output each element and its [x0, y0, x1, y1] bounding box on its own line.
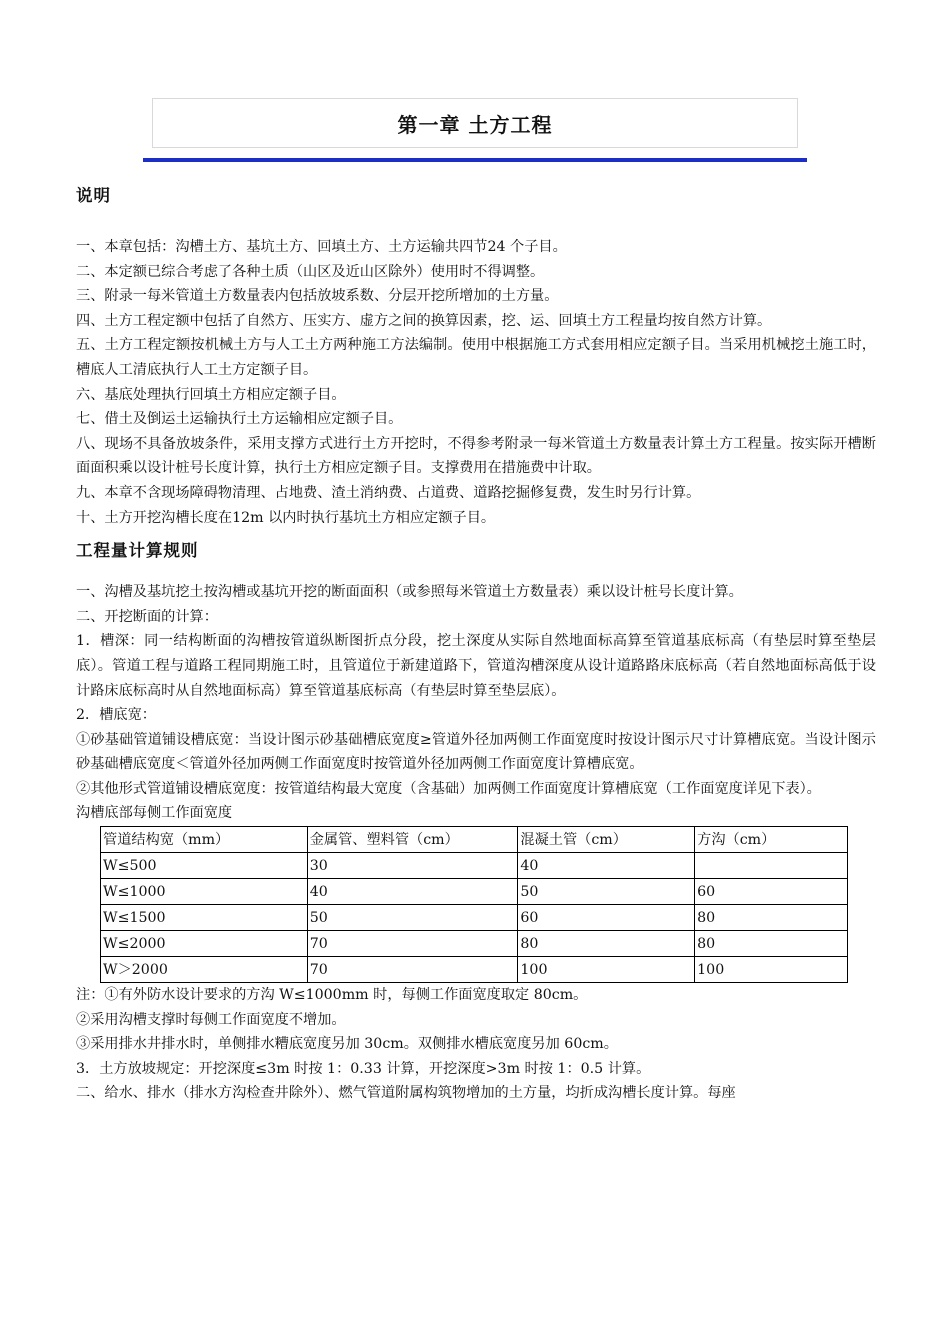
table-cell: 50	[307, 905, 518, 931]
section-heading-description: 说明	[76, 186, 111, 205]
section-heading-calc-rules: 工程量计算规则	[76, 541, 199, 561]
table-cell: 100	[518, 957, 695, 983]
note-paragraph: ②采用沟槽支撑时每侧工作面宽度不增加。	[76, 1011, 346, 1028]
paragraph: 六、基底处理执行回填土方相应定额子目。	[76, 386, 346, 403]
table-cell: W≤2000	[101, 931, 308, 957]
table-row	[101, 905, 848, 931]
paragraph: 3．土方放坡规定：开挖深度≤3m 时按 1：0.33 计算，开挖深度>3m 时按 1：0.5 计算。	[76, 1060, 651, 1077]
chapter-title: 第一章 土方工程	[397, 112, 553, 137]
table-caption: 沟槽底部每侧工作面宽度	[76, 805, 233, 822]
table-cell: 100	[695, 957, 848, 983]
table-cell: 80	[695, 931, 848, 957]
paragraph: 五、土方工程定额按机械土方与人工土方两种施工方法编制。使用中根据施工方式套用相应定额子目。当采用机械挖土施工时，槽底人工清底执行人工土方定额子目。	[76, 337, 876, 378]
table-cell: W≤1500	[101, 905, 308, 931]
paragraph: 九、本章不含现场障碍物清理、占地费、渣土消纳费、占道费、道路挖掘修复费，发生时另行计算。	[76, 484, 701, 501]
chapter-title-box	[152, 98, 798, 148]
paragraph: 2．槽底宽：	[76, 707, 156, 724]
paragraph: 二、开挖断面的计算：	[76, 608, 218, 625]
table-cell	[695, 853, 848, 879]
table-cell: 70	[307, 931, 518, 957]
table-row	[101, 957, 848, 983]
table-cell: 30	[307, 853, 518, 879]
document-body	[76, 183, 876, 1106]
table-cell: 40	[518, 853, 695, 879]
table-cell: 80	[518, 931, 695, 957]
paragraph: 八、现场不具备放坡条件，采用支撑方式进行土方开挖时，不得参考附录一每米管道土方数量表计算土方工程量。按实际开槽断面面积乘以设计桩号长度计算，执行土方相应定额子目。支撑费用在措施费中计取。	[76, 435, 876, 477]
paragraph: 十、土方开挖沟槽长度在12m 以内时执行基坑土方相应定额子目。	[76, 509, 496, 526]
paragraph: 二、本定额已综合考虑了各种土质（山区及近山区除外）使用时不得调整。	[76, 263, 545, 280]
table-header-cell: 方沟（cm）	[695, 827, 848, 853]
work-width-table	[100, 826, 848, 983]
paragraph: 三、附录一每米管道土方数量表内包括放坡系数、分层开挖所增加的土方量。	[76, 288, 559, 305]
table-row	[101, 879, 848, 905]
table-header-cell: 管道结构宽（mm）	[101, 827, 308, 853]
table-cell: 50	[518, 879, 695, 905]
paragraph: ②其他形式管道铺设槽底宽度：按管道结构最大宽度（含基础）加两侧工作面宽度计算槽底宽（工作面宽度详见下表）。	[76, 780, 821, 797]
table-header-row	[101, 827, 848, 853]
table-header-cell: 混凝土管（cm）	[518, 827, 695, 853]
table-cell: 60	[695, 879, 848, 905]
note-paragraph: ③采用排水井排水时，单侧排水糟底宽度另加 30cm。双侧排水槽底宽度另加 60cm。	[76, 1036, 618, 1053]
title-underline	[143, 158, 807, 162]
paragraph: 一、沟槽及基坑挖土按沟槽或基坑开挖的断面面积（或参照每米管道土方数量表）乘以设计桩号长度计算。	[76, 584, 743, 601]
table-row	[101, 853, 848, 879]
table-cell: W＞2000	[101, 957, 308, 983]
paragraph: 七、借土及倒运土运输执行土方运输相应定额子目。	[76, 411, 403, 428]
table-cell: 40	[307, 879, 518, 905]
table-header-cell: 金属管、塑料管（cm）	[307, 827, 518, 853]
table-cell: 80	[695, 905, 848, 931]
paragraph: ①砂基础管道铺设槽底宽：当设计图示砂基础槽底宽度≥管道外径加两侧工作面宽度时按设计图示尺寸计算槽底宽。当设计图示砂基础槽底宽度＜管道外径加两侧工作面宽度时按管道外径加两侧工作面宽度计算槽底宽。	[76, 731, 876, 773]
table-cell: 60	[518, 905, 695, 931]
paragraph: 1．槽深：同一结构断面的沟槽按管道纵断图折点分段，挖土深度从实际自然地面标高算至管道基底标高（有垫层时算至垫层底）。管道工程与道路工程同期施工时，且管道位于新建道路下，管道沟槽深度从设计道路路床底标高（若自然地面标高低于设计路床底标高时从自然地面标高）算至管道基底标高（有垫层时算至垫层底）。	[76, 633, 876, 699]
table-cell: W≤500	[101, 853, 308, 879]
table-row	[101, 931, 848, 957]
table-cell: W≤1000	[101, 879, 308, 905]
paragraph: 二、给水、排水（排水方沟检查井除外）、燃气管道附属构筑物增加的土方量，均折成沟槽长度计算。每座	[76, 1085, 736, 1102]
note-paragraph: 注：①有外防水设计要求的方沟 W≤1000mm 时，每侧工作面宽度取定 80cm。	[76, 987, 588, 1004]
paragraph: 四、土方工程定额中包括了自然方、压实方、虚方之间的换算因素，挖、运、回填土方工程量均按自然方计算。	[76, 312, 772, 329]
paragraph: 一、本章包括：沟槽土方、基坑土方、回填土方、土方运输共四节24 个子目。	[76, 239, 567, 255]
table-cell: 70	[307, 957, 518, 983]
